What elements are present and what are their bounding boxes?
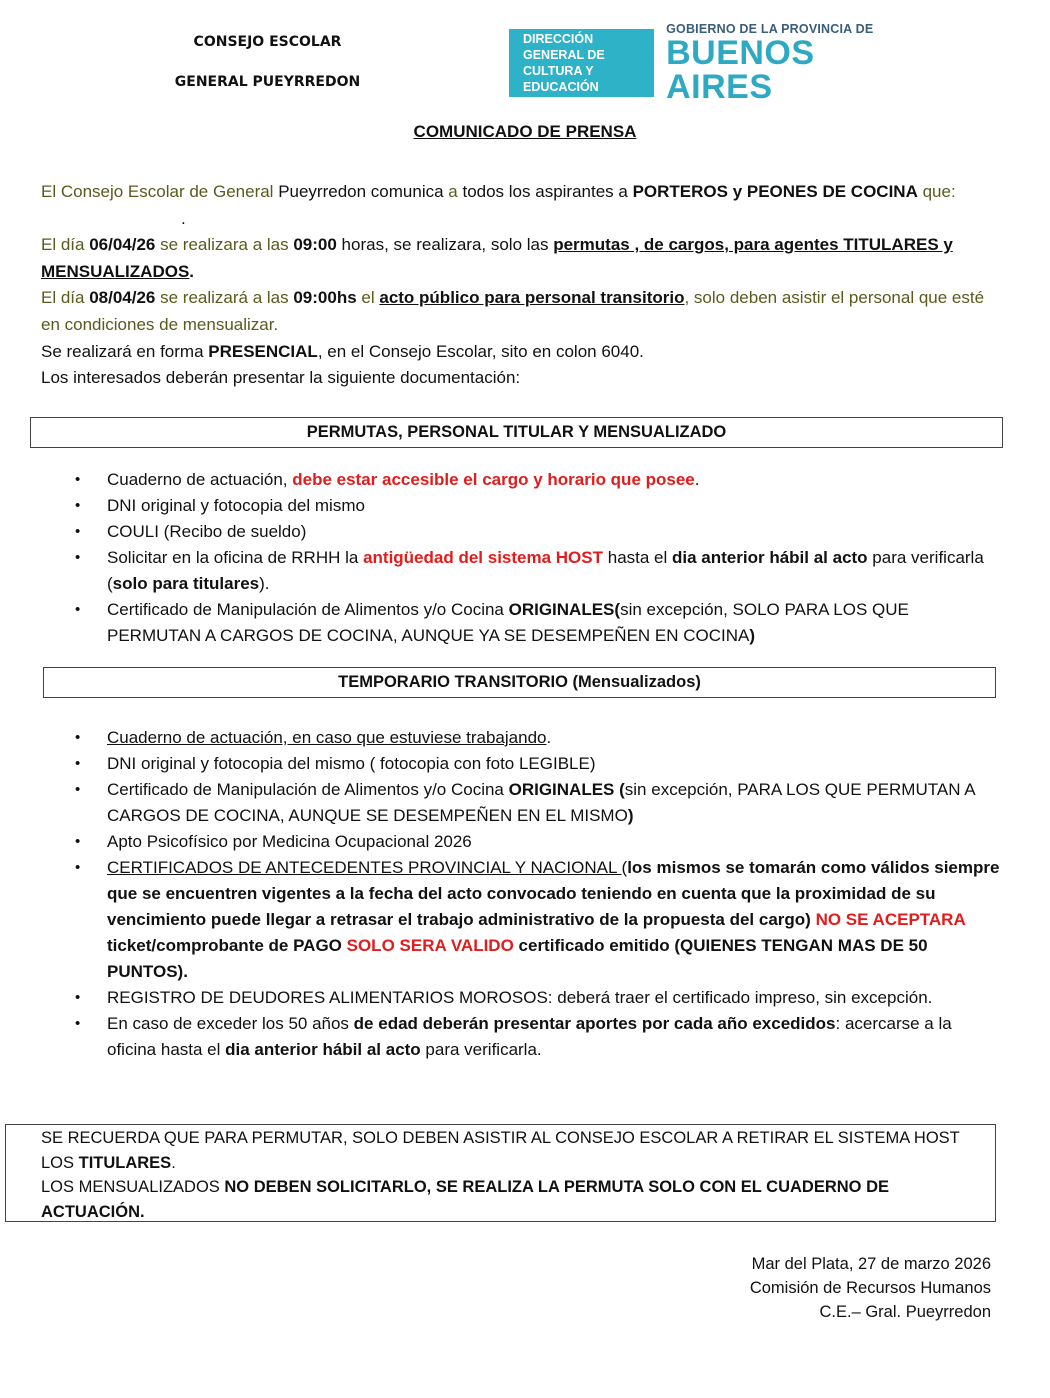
list-item	[41, 1011, 1001, 1063]
notice-line-2	[41, 1175, 995, 1224]
item-text: : acercarse a la oficina hasta el	[107, 1014, 952, 1059]
item-bold: ORIGINALES(	[508, 600, 621, 619]
notice-line-1	[41, 1126, 995, 1175]
intro-text-span: , en el Consejo Escolar, sito en colon 6040.	[317, 341, 644, 361]
council-district: GENERAL PUEYRREDON	[174, 74, 361, 90]
intro-text-span: Se realizará en forma	[41, 341, 209, 361]
logo-box-line1: DIRECCIÓN GENERAL DE	[523, 32, 605, 62]
list-item	[41, 855, 1001, 985]
logo-dgce-box	[509, 29, 654, 97]
item-text: Solicitar en la oficina de RRHH la	[107, 548, 364, 567]
item-text: Certificado de Manipulación de Alimentos y/o Cocina	[107, 780, 509, 799]
province-logo	[509, 22, 889, 106]
date-acto: 08/04/26	[89, 288, 156, 308]
council-name: CONSEJO ESCOLAR	[193, 34, 342, 50]
item-text: En caso de exceder los 50 años	[107, 1014, 354, 1033]
list-item	[41, 467, 1001, 493]
intro-text-span: se realizara a las	[155, 235, 294, 255]
list-item: • Apto Psicofísico por Medicina Ocupacional 2026	[41, 829, 1001, 855]
item-text: (	[621, 858, 628, 877]
item-text: CERTIFICADOS DE ANTECEDENTES PROVINCIAL Y NACIONAL	[107, 858, 622, 877]
intro-text-span: El día	[41, 288, 90, 308]
item-text: Certificado de Manipulación de Alimentos y/o Cocina	[107, 600, 509, 619]
list-item	[41, 725, 1001, 751]
intro-text-span: , solo deben asistir el personal que esté en condiciones de mensualizar.	[41, 288, 985, 334]
section-permutas-title: PERMUTAS, PERSONAL TITULAR Y MENSUALIZADO	[30, 417, 1003, 448]
item-bold: )	[749, 626, 756, 645]
intro-text-span: a	[448, 182, 463, 201]
logo-box-line2: CULTURA Y EDUCACIÓN	[523, 64, 599, 94]
list-item	[41, 597, 1001, 649]
permutas-requirements-list	[41, 467, 1001, 649]
list-item: • DNI original y fotocopia del mismo ( fotocopia con foto LEGIBLE)	[41, 751, 1001, 777]
intro-paragraph-1	[41, 179, 1001, 232]
intro-paragraph-2	[41, 232, 1001, 285]
item-warning: NO SE ACEPTARA	[815, 910, 966, 929]
notice-text: SE RECUERDA QUE PARA PERMUTAR, SOLO DEBEN ASISTIR AL CONSEJO ESCOLAR A RETIRAR EL SISTEMA HOST LOS	[41, 1129, 960, 1172]
list-item: • REGISTRO DE DEUDORES ALIMENTARIOS MOROSOS: deberá traer el certificado impreso, sin excepción.	[41, 985, 1001, 1011]
item-bold: ticket/comprobante de PAGO	[107, 936, 347, 955]
intro-text-span: todos los aspirantes a	[462, 182, 633, 201]
signature-block	[750, 1252, 991, 1324]
item-bold: los mismos se tomarán como válidos siempre que se encuentren vigentes a la fecha del acto convocado teniendo en cuenta que la proximidad de su vencimiento puede llegar a retrasar el trabajo administrativo de la propuesta del cargo)	[107, 858, 1000, 929]
permutas-highlight: permutas , de cargos, para agentes TITULARES y MENSUALIZADOS	[41, 235, 953, 281]
intro-text-span: el	[356, 288, 380, 308]
logo-government-label: GOBIERNO DE LA PROVINCIA DE	[666, 22, 874, 36]
intro-text-span: horas, se realizara, solo las	[336, 235, 554, 255]
item-text: hasta el	[603, 548, 673, 567]
list-item: • COULI (Recibo de sueldo)	[41, 519, 1001, 545]
item-bold: dia anterior hábil al acto	[672, 548, 868, 567]
section-temporario-title: TEMPORARIO TRANSITORIO (Mensualizados)	[43, 667, 996, 698]
intro-text	[41, 179, 1001, 392]
notice-text: .	[171, 1153, 176, 1172]
intro-paragraph-3	[41, 285, 1001, 338]
logo-province-name: BUENOS AIRES	[666, 34, 815, 106]
document-title: COMUNICADO DE PRENSA	[413, 122, 637, 141]
item-bold: ORIGINALES (	[508, 780, 625, 799]
intro-text-span: El día	[41, 235, 90, 255]
item-warning: debe estar accesible el cargo y horario que posee	[292, 470, 695, 489]
list-item: • DNI original y fotocopia del mismo	[41, 493, 1001, 519]
time-acto: 09:00hs	[293, 288, 357, 308]
item-text: sin excepción, SOLO PARA LOS QUE PERMUTAN A CARGOS DE COCINA, AUNQUE YA SE DESEMPEÑEN EN COCINA	[107, 600, 909, 645]
intro-text-span: se realizará a las	[155, 288, 294, 308]
signature-date: Mar del Plata, 27 de marzo 2026	[751, 1255, 991, 1273]
council-header	[150, 30, 385, 110]
item-text: para verificarla.	[420, 1040, 542, 1059]
date-permutas: 06/04/26	[89, 235, 156, 255]
item-text: Cuaderno de actuación, en caso que estuviese trabajando	[107, 728, 547, 747]
temporario-requirements-list	[41, 725, 1001, 1063]
list-item	[41, 777, 1001, 829]
signature-department: Comisión de Recursos Humanos	[749, 1279, 991, 1297]
item-text: Cuaderno de actuación,	[107, 470, 293, 489]
item-bold: de edad deberán presentar aportes por cada año excedidos	[353, 1014, 836, 1033]
time-permutas: 09:00	[293, 235, 337, 255]
intro-bold-text: PORTEROS y PEONES DE COCINA	[632, 182, 918, 201]
modality: PRESENCIAL	[208, 341, 318, 361]
item-warning: antigüedad del sistema HOST	[363, 548, 604, 567]
intro-text-span: .	[189, 261, 195, 281]
intro-paragraph-4	[41, 339, 1001, 366]
list-item	[41, 545, 1001, 597]
logo-government	[654, 22, 889, 106]
item-text: sin excepción, PARA LOS QUE PERMUTAN A CARGOS DE COCINA, AUNQUE SE DESEMPEÑEN EN EL MISMO	[107, 780, 975, 825]
item-text: ).	[259, 574, 270, 593]
item-warning: SOLO SERA VALIDO	[346, 936, 514, 955]
notice-text: LOS MENSUALIZADOS	[41, 1178, 225, 1196]
item-text: .	[694, 470, 700, 489]
intro-text-span: El Consejo Escolar de General	[41, 182, 279, 201]
intro-text-span: que:	[917, 182, 956, 201]
notice-bold: NO DEBEN SOLICITARLO, SE REALIZA LA PERMUTA SOLO CON EL CUADERNO DE ACTUACIÓN.	[41, 1178, 889, 1221]
intro-paragraph-5: Los interesados deberán presentar la siguiente documentación:	[41, 368, 521, 388]
reminder-notice-box	[5, 1124, 996, 1222]
item-text: para verificarla (	[107, 548, 984, 593]
intro-text-span: .	[181, 208, 186, 228]
item-bold: dia anterior hábil al acto	[225, 1040, 421, 1059]
notice-bold: TITULARES	[78, 1153, 172, 1172]
item-text: .	[546, 728, 552, 747]
item-bold: certificado emitido (QUIENES TENGAN MAS DE 50 PUNTOS).	[107, 936, 928, 981]
intro-text-span: Pueyrredon comunica	[278, 182, 449, 201]
acto-highlight: acto público para personal transitorio	[379, 288, 685, 308]
signature-organization: C.E.– Gral. Pueyrredon	[819, 1303, 991, 1321]
item-bold: )	[627, 806, 634, 825]
item-bold: solo para titulares	[112, 574, 260, 593]
